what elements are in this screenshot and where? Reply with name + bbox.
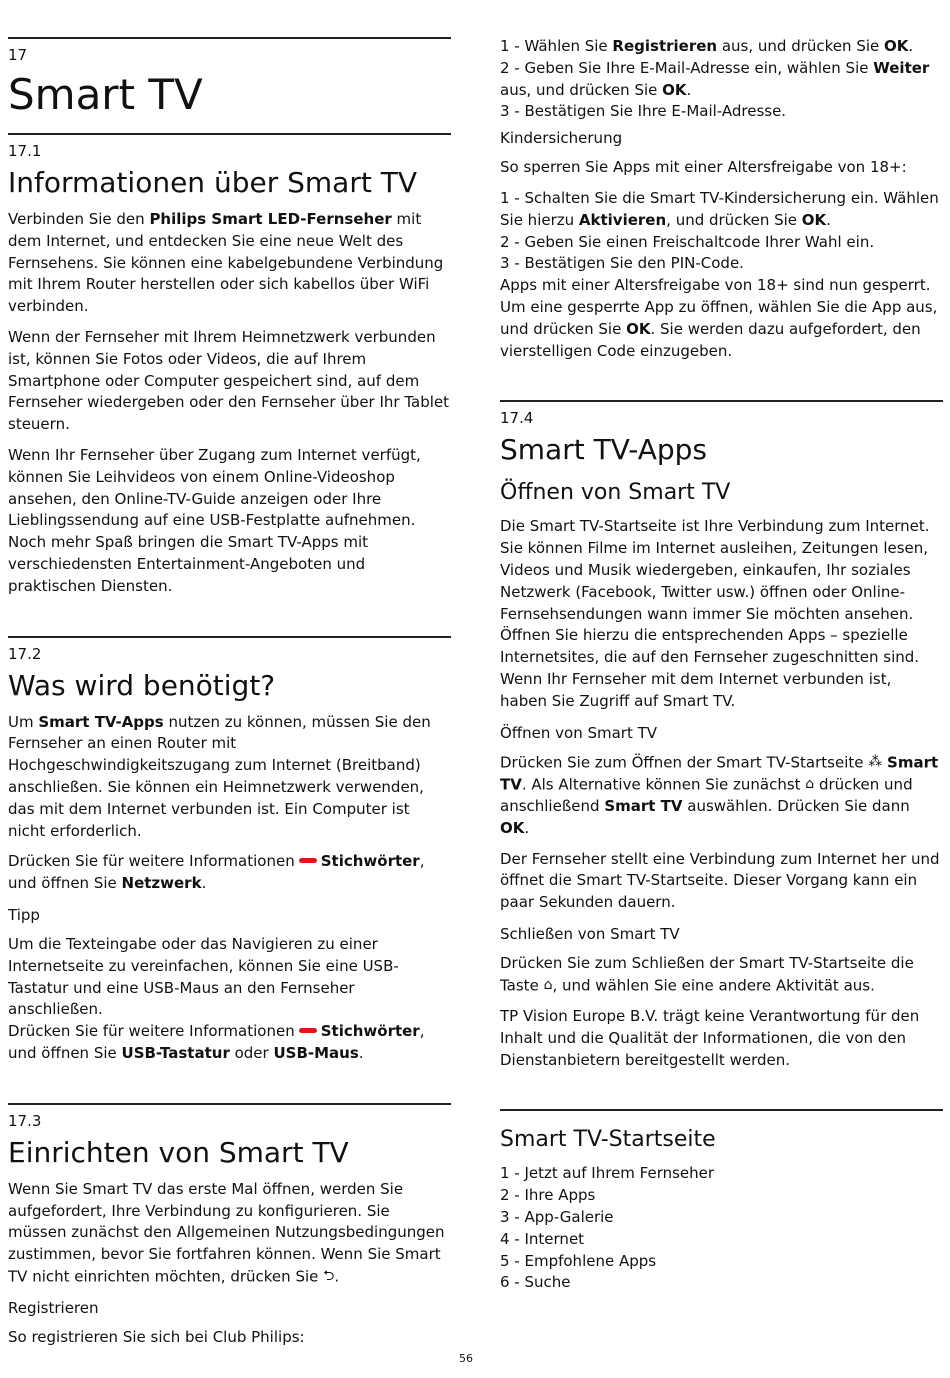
subsection-title: Smart TV-Startseite	[500, 1127, 716, 1153]
list-item: 6 - Suche	[500, 1273, 571, 1292]
list-item: 4 - Internet	[500, 1229, 585, 1248]
tip-heading: Tipp	[8, 905, 40, 924]
section-rule	[8, 1103, 451, 1105]
paragraph: Wenn Sie Smart TV das erste Mal öffnen, werden Sie aufgefordert, Ihre Verbindung zu konfigurieren. Sie müssen zunächst den Allgemeinen Nutzungsbedingungen zustimmen, bevor Sie fortfahren können. Wenn Sie Smart TV nicht einrichten möchten, drücken Sie ⮌.	[8, 1179, 451, 1288]
subheading: Schließen von Smart TV	[500, 924, 680, 943]
red-key-icon	[299, 1028, 317, 1033]
paragraph: Um die Texteingabe oder das Navigieren zu einer Internetseite zu vereinfachen, können Sie eine USB-Tastatur und eine USB-Maus an den Fernseher anschließen.	[8, 934, 399, 1019]
paragraph: Verbinden Sie den Philips Smart LED-Fernseher mit dem Internet, und entdecken Sie eine neue Welt des Fernsehens. Sie können eine kabelgebundene Verbindung mit Ihrem Router herstellen oder sich kabellos über WiFi verbinden.	[8, 210, 444, 316]
smart-tv-icon: ⁂	[868, 753, 883, 770]
paragraph: Der Fernseher stellt eine Verbindung zum Internet her und öffnet die Smart TV-Startseite. Dieser Vorgang kann ein paar Sekunden dauern.	[500, 849, 940, 912]
paragraph: Drücken Sie für weitere Informationen Stichwörter, und öffnen Sie USB-Tastatur oder USB-Maus.	[8, 1022, 425, 1062]
startseite-list	[500, 1163, 943, 1294]
paragraph: Um Smart TV-Apps nutzen zu können, müssen Sie den Fernseher an einen Router mit Hochgeschwindigkeitszugang zum Internet (Breitband) anschließen. Sie können ein Heimnetzwerk verwenden, das mit dem Internet verbunden ist. Ein Computer ist nicht erforderlich.	[8, 712, 431, 840]
red-key-icon	[299, 858, 317, 863]
section-rule	[8, 133, 451, 135]
list-item: 3 - Bestätigen Sie Ihre E-Mail-Adresse.	[500, 102, 787, 121]
subheading: Registrieren	[8, 1299, 99, 1318]
paragraph: So sperren Sie Apps mit einer Altersfreigabe von 18+:	[500, 158, 907, 177]
section-number: 17.3	[8, 1111, 42, 1130]
list-item: 2 - Geben Sie Ihre E-Mail-Adresse ein, wählen Sie Weiter aus, und drücken Sie OK.	[500, 58, 930, 99]
paragraph: So registrieren Sie sich bei Club Philips:	[8, 1328, 305, 1347]
section-number: 17.1	[8, 142, 42, 160]
right-column	[500, 0, 943, 1294]
list-item: 1 - Wählen Sie Registrieren aus, und drücken Sie OK.	[500, 37, 914, 55]
list-item: 3 - App-Galerie	[500, 1207, 614, 1226]
list-item: 2 - Ihre Apps	[500, 1186, 596, 1205]
paragraph: Drücken Sie zum Schließen der Smart TV-Startseite die Taste ⌂, und wählen Sie eine andere Aktivität aus.	[500, 953, 943, 997]
paragraph: Drücken Sie für weitere Informationen Stichwörter, und öffnen Sie Netzwerk.	[8, 852, 425, 893]
section-title: Informationen über Smart TV	[8, 166, 417, 199]
paragraph: Wenn Ihr Fernseher über Zugang zum Internet verfügt, können Sie Leihvideos von einem Online-Videoshop ansehen, den Online-TV-Guide anzeigen oder Ihre Lieblingssendung auf eine USB-Festplatte aufnehmen. Noch mehr Spaß bringen die Smart TV-Apps mit verschiedensten Entertainment-Angeboten und praktischen Diensten.	[8, 445, 421, 595]
list-item: 2 - Geben Sie einen Freischaltcode Ihrer Wahl ein.	[500, 232, 875, 251]
section-number: 17.4	[500, 409, 534, 428]
section-rule	[500, 1109, 943, 1111]
section-rule	[500, 400, 943, 402]
list-item: 1 - Schalten Sie die Smart TV-Kindersicherung ein. Wählen Sie hierzu Aktivieren, und drücken Sie OK.	[500, 188, 939, 229]
section-rule	[8, 636, 451, 638]
list-item: 1 - Jetzt auf Ihrem Fernseher	[500, 1164, 715, 1183]
section-title: Was wird benötigt?	[8, 668, 276, 702]
list-item: 3 - Bestätigen Sie den PIN-Code.	[500, 254, 744, 273]
list-item: 5 - Empfohlene Apps	[500, 1251, 657, 1270]
section-title: Smart TV-Apps	[500, 433, 707, 467]
back-arrow-icon: ⮌	[323, 1267, 335, 1284]
paragraph: Wenn der Fernseher mit Ihrem Heimnetzwerk verbunden ist, können Sie Fotos oder Videos, die auf Ihrem Smartphone oder Computer gespeichert sind, auf dem Fernseher wiedergeben oder den Fernseher über Ihr Tablet steuern.	[8, 327, 450, 434]
chapter-rule	[8, 37, 451, 39]
subsection-title: Öffnen von Smart TV	[500, 480, 731, 506]
subheading: Kindersicherung	[500, 129, 623, 148]
paragraph: Apps mit einer Altersfreigabe von 18+ sind nun gesperrt. Um eine gesperrte App zu öffnen, wählen Sie die App aus, und drücken Sie OK. Sie werden dazu aufgefordert, den vierstelligen Code einzugeben.	[500, 276, 938, 360]
paragraph: TP Vision Europe B.V. trägt keine Verantwortung für den Inhalt und die Qualität der Informationen, die von den Dienstanbietern bereitgestellt werden.	[500, 1006, 920, 1069]
section-title: Einrichten von Smart TV	[8, 1135, 349, 1169]
subheading: Öffnen von Smart TV	[500, 723, 658, 742]
section-number: 17.2	[8, 644, 42, 663]
paragraph: Die Smart TV-Startseite ist Ihre Verbindung zum Internet. Sie können Filme im Internet ausleihen, Zeitungen lesen, Videos und Musik wiedergeben, einkaufen, Ihr soziales Netzwerk (Facebook, Twitter usw.) öffnen oder Online-Fernsehsendungen wann immer Sie möchten ansehen. Öffnen Sie hierzu die entsprechenden Apps – spezielle Internetsites, die auf den Fernseher zugeschnitten sind. Wenn Ihr Fernseher mit dem Internet verbunden ist, haben Sie Zugriff auf Smart TV.	[500, 517, 930, 710]
home-icon: ⌂	[543, 976, 553, 993]
page-number: 56	[459, 1352, 473, 1365]
left-column	[8, 0, 451, 1358]
chapter-title: Smart TV	[8, 70, 203, 119]
paragraph: Drücken Sie zum Öffnen der Smart TV-Startseite ⁂ Smart TV. Als Alternative können Sie zunächst ⌂ drücken und anschließend Smart TV auswählen. Drücken Sie dann OK.	[500, 752, 939, 837]
chapter-number: 17	[8, 46, 28, 64]
home-icon: ⌂	[805, 775, 815, 792]
